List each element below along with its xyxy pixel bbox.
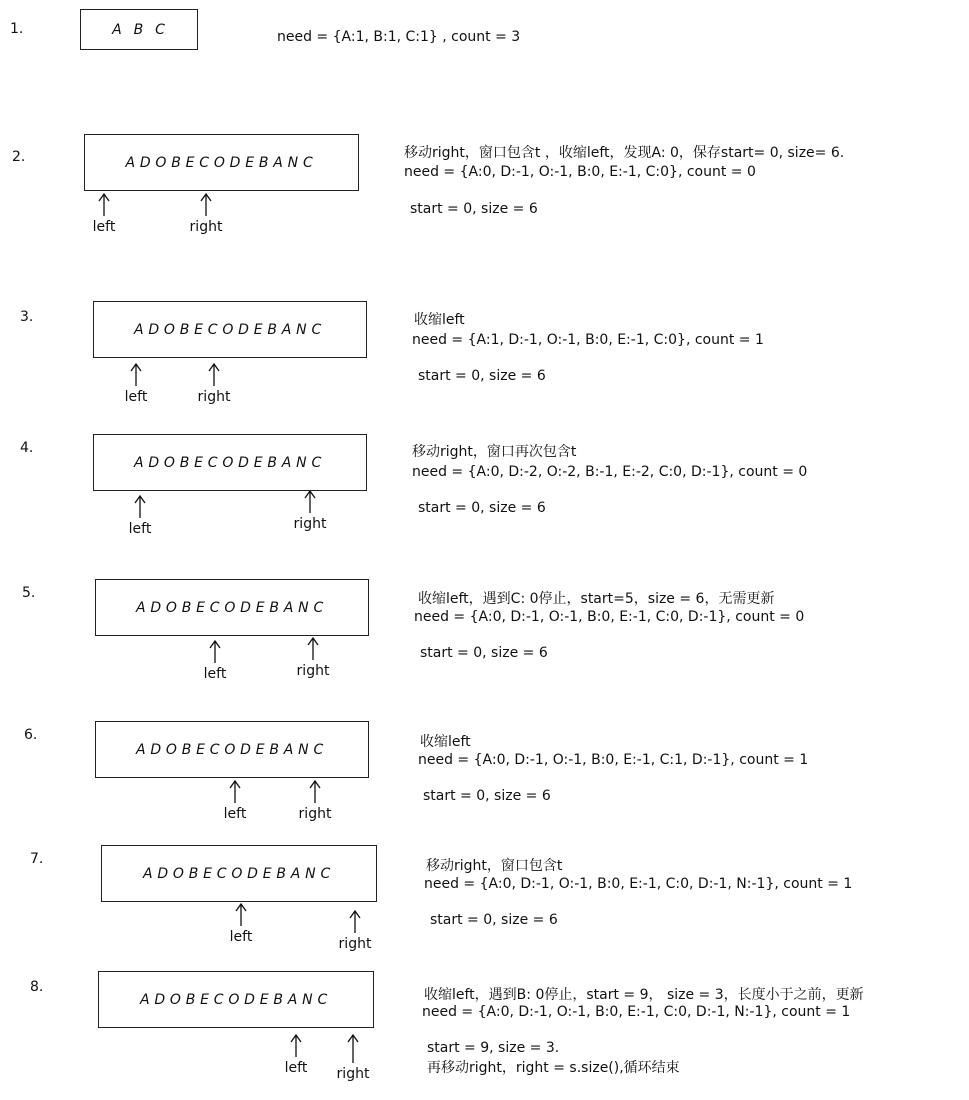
string-letters: ADOBECODEBANC: [133, 321, 327, 338]
left-pointer: [205, 780, 265, 822]
need-map-text: need = {A:1, D:-1, O:-1, B:0, E:-1, C:0}, count = 1: [412, 332, 764, 348]
right-pointer: [285, 780, 345, 822]
step-number: 5.: [22, 585, 36, 601]
string-letters: ADOBECODEBANC: [139, 991, 333, 1008]
result-text: start = 0, size = 6: [420, 645, 548, 661]
pointer-label: right: [197, 389, 231, 405]
string-letters: ADOBECODEBANC: [135, 741, 329, 758]
pointer-label: right: [338, 936, 372, 952]
up-arrow-icon: [348, 910, 362, 934]
up-arrow-icon: [97, 193, 111, 217]
pointer-label: right: [336, 1066, 370, 1082]
step-description: 移动right，窗口包含t: [426, 858, 563, 874]
string-box: [93, 434, 367, 491]
pointer-label: left: [92, 219, 116, 235]
need-map-text: need = {A:0, D:-1, O:-1, B:0, E:-1, C:0, D:-1}, count = 0: [414, 609, 805, 625]
left-pointer: [185, 640, 245, 682]
result-text: start = 0, size = 6: [430, 912, 558, 928]
left-pointer: [211, 903, 271, 945]
pointer-label: left: [229, 929, 253, 945]
string-box: [93, 301, 367, 358]
up-arrow-icon: [303, 490, 317, 514]
right-pointer: [283, 637, 343, 679]
pointer-label: right: [189, 219, 223, 235]
up-arrow-icon: [306, 637, 320, 661]
result-text: start = 0, size = 6: [410, 201, 538, 217]
up-arrow-icon: [199, 193, 213, 217]
string-box: [101, 845, 377, 902]
left-pointer: [106, 363, 166, 405]
pointer-label: left: [284, 1060, 308, 1076]
string-box: [84, 134, 359, 191]
result-text: start = 0, size = 6: [423, 788, 551, 804]
up-arrow-icon: [208, 640, 222, 664]
conclusion-text: 再移动right，right = s.size(),循环结束: [427, 1060, 680, 1076]
up-arrow-icon: [289, 1034, 303, 1058]
right-pointer: [184, 363, 244, 405]
step-description: 收缩left，遇到B: 0停止，start = 9， size = 3，长度小于之前，更新: [424, 987, 864, 1003]
pointer-label: left: [223, 806, 247, 822]
string-box: [98, 971, 374, 1028]
string-box: [80, 9, 198, 50]
right-pointer: [176, 193, 236, 235]
step-number: 7.: [30, 851, 44, 867]
need-map-text: need = {A:0, D:-1, O:-1, B:0, E:-1, C:0, D:-1, N:-1}, count = 1: [422, 1004, 851, 1020]
left-pointer: [266, 1034, 326, 1076]
string-letters: ADOBECODEBANC: [135, 599, 329, 616]
step-description: 移动right，窗口包含t ，收缩left，发现A: 0，保存start= 0, size= 6.: [404, 145, 845, 161]
left-pointer: [110, 495, 170, 537]
string-letters: ADOBECODEBANC: [125, 154, 318, 171]
need-map-text: need = {A:0, D:-1, O:-1, B:0, E:-1, C:0, D:-1, N:-1}, count = 1: [424, 876, 853, 892]
need-map-text: need = {A:0, D:-1, O:-1, B:0, E:-1, C:1, D:-1}, count = 1: [418, 752, 809, 768]
step-description: 收缩left，遇到C: 0停止，start=5，size = 6，无需更新: [418, 591, 775, 607]
string-letters: ADOBECODEBANC: [133, 454, 327, 471]
string-box: [95, 579, 369, 636]
step-description: 收缩left: [420, 734, 471, 750]
result-text: start = 0, size = 6: [418, 500, 546, 516]
step-number: 8.: [30, 979, 44, 995]
string-box: [95, 721, 369, 778]
up-arrow-icon: [228, 780, 242, 804]
step-number: 1.: [10, 21, 24, 37]
step-number: 3.: [20, 309, 34, 325]
up-arrow-icon: [234, 903, 248, 927]
pointer-label: right: [296, 663, 330, 679]
up-arrow-icon: [207, 363, 221, 387]
pointer-label: right: [293, 516, 327, 532]
step-description: 收缩left: [414, 312, 465, 328]
step-number: 2.: [12, 149, 26, 165]
right-pointer: [323, 1034, 383, 1082]
string-letters: ADOBECODEBANC: [142, 865, 336, 882]
need-map-text: need = {A:0, D:-1, O:-1, B:0, E:-1, C:0}, count = 0: [404, 164, 756, 180]
left-pointer: [74, 193, 134, 235]
up-arrow-icon: [308, 780, 322, 804]
up-arrow-icon: [346, 1034, 360, 1064]
pointer-label: left: [203, 666, 227, 682]
string-letters: A B C: [112, 21, 166, 38]
pointer-label: left: [128, 521, 152, 537]
right-pointer: [280, 490, 340, 532]
step-number: 6.: [24, 727, 38, 743]
right-pointer: [325, 910, 385, 952]
need-map-text: need = {A:0, D:-2, O:-2, B:-1, E:-2, C:0, D:-1}, count = 0: [412, 464, 808, 480]
up-arrow-icon: [129, 363, 143, 387]
pointer-label: left: [124, 389, 148, 405]
up-arrow-icon: [133, 495, 147, 519]
pointer-label: right: [298, 806, 332, 822]
step-description: 移动right，窗口再次包含t: [412, 444, 577, 460]
need-map-text: need = {A:1, B:1, C:1} , count = 3: [277, 29, 521, 45]
result-text: start = 9, size = 3.: [427, 1040, 560, 1056]
step-number: 4.: [20, 440, 34, 456]
result-text: start = 0, size = 6: [418, 368, 546, 384]
